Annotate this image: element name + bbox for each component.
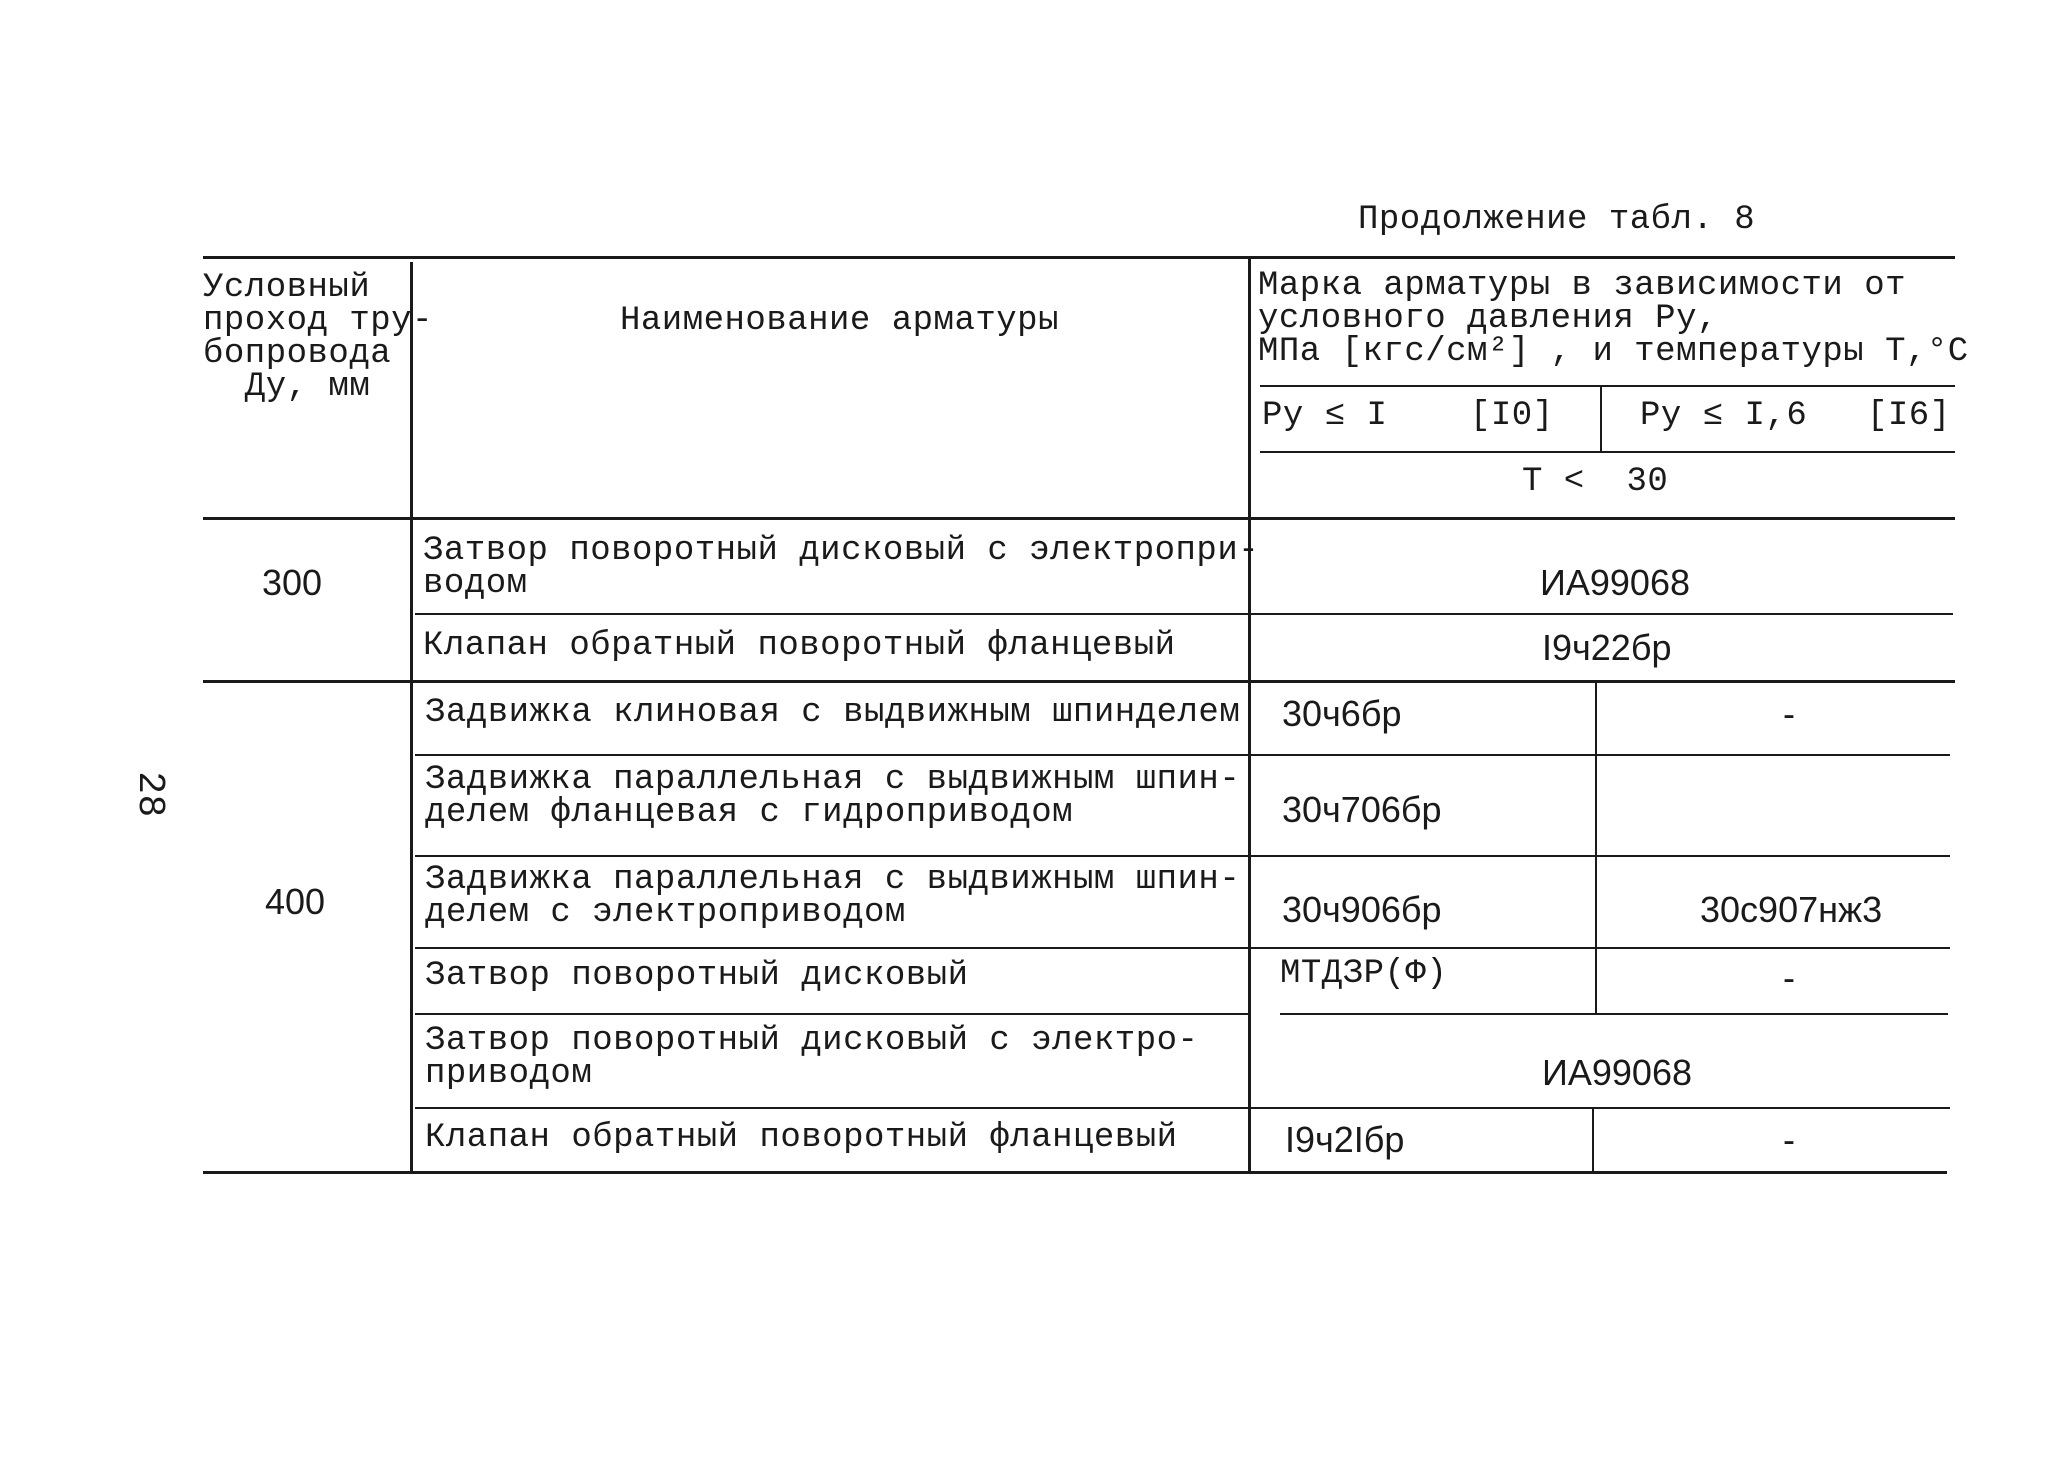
- row-rule: [415, 855, 1950, 857]
- header-brand: Марка арматуры в зависимости от условного давления Ру, МПа [кгс/см²] , и температуры Т,°С: [1258, 267, 1969, 371]
- subheader-pressure-a-kgf: [I0]: [1470, 397, 1554, 435]
- row-name: Затвор поворотный дисковый с электропри- водом: [423, 532, 1260, 603]
- row-brand-a: 30ч906бр: [1282, 889, 1442, 930]
- row-brand-merged: I9ч22бр: [1542, 627, 1672, 668]
- row-rule: [415, 613, 1953, 615]
- table-top-rule: [203, 256, 1955, 259]
- row-name: Задвижка параллельная с выдвижным шпин- делем фланцевая с гидроприводом: [425, 761, 1241, 832]
- row-brand-merged: ИА99068: [1540, 562, 1690, 603]
- page-number: 28: [127, 771, 171, 818]
- row-brand-b: -: [1783, 693, 1795, 734]
- row-rule: [415, 947, 1950, 949]
- table-caption: Продолжение табл. 8: [1358, 201, 1756, 239]
- row-brand-a: 30ч706бр: [1282, 789, 1442, 830]
- row-name: Затвор поворотный дисковый: [425, 957, 969, 995]
- row-brand-b: 30с907нж3: [1700, 889, 1883, 930]
- row-brand-a: 30ч6бр: [1282, 693, 1402, 734]
- row-rule-right: [1280, 1013, 1948, 1015]
- brand-divider: [1595, 680, 1597, 1013]
- diameter-400: 400: [265, 881, 326, 922]
- subheader-pressure-b: Ру ≤ I,6: [1640, 397, 1808, 435]
- col2-divider: [1248, 256, 1251, 1171]
- row-rule-left: [415, 1013, 1248, 1015]
- header-diameter: Условный проход тру- бопровода Ду, мм: [203, 269, 433, 406]
- row-brand-a: I9ч2Iбр: [1285, 1119, 1405, 1160]
- row-brand-b: -: [1783, 957, 1795, 998]
- subheader-divider: [1600, 385, 1602, 451]
- row-brand-merged: ИА99068: [1542, 1052, 1692, 1093]
- row-name: Задвижка параллельная с выдвижным шпин- делем с электроприводом: [425, 861, 1241, 932]
- subheader-pressure-b-kgf: [I6]: [1867, 397, 1951, 435]
- row-brand-a: МТДЗР(Ф): [1280, 955, 1448, 993]
- group-rule: [203, 680, 1955, 683]
- subheader-pressure-a: Ру ≤ I: [1262, 397, 1388, 435]
- row-name: Задвижка клиновая с выдвижным шпинделем: [425, 694, 1241, 732]
- row-rule: [415, 1107, 1950, 1109]
- row-name: Клапан обратный поворотный фланцевый: [423, 627, 1176, 665]
- diameter-300: 300: [262, 562, 323, 603]
- temperature-rule: [1260, 451, 1955, 453]
- subheader-temperature: Т < 30: [1522, 463, 1669, 501]
- row-rule: [415, 754, 1950, 756]
- header-name: Наименование арматуры: [620, 302, 1059, 340]
- brand-divider-last: [1592, 1107, 1594, 1171]
- row-brand-b: -: [1783, 1119, 1795, 1160]
- row-name: Клапан обратный поворотный фланцевый: [425, 1119, 1178, 1157]
- subheader-rule: [1260, 385, 1955, 387]
- table-bottom-rule: [203, 1171, 1947, 1174]
- row-name: Затвор поворотный дисковый с электро- приводом: [425, 1022, 1199, 1093]
- header-bottom-rule: [203, 517, 1955, 520]
